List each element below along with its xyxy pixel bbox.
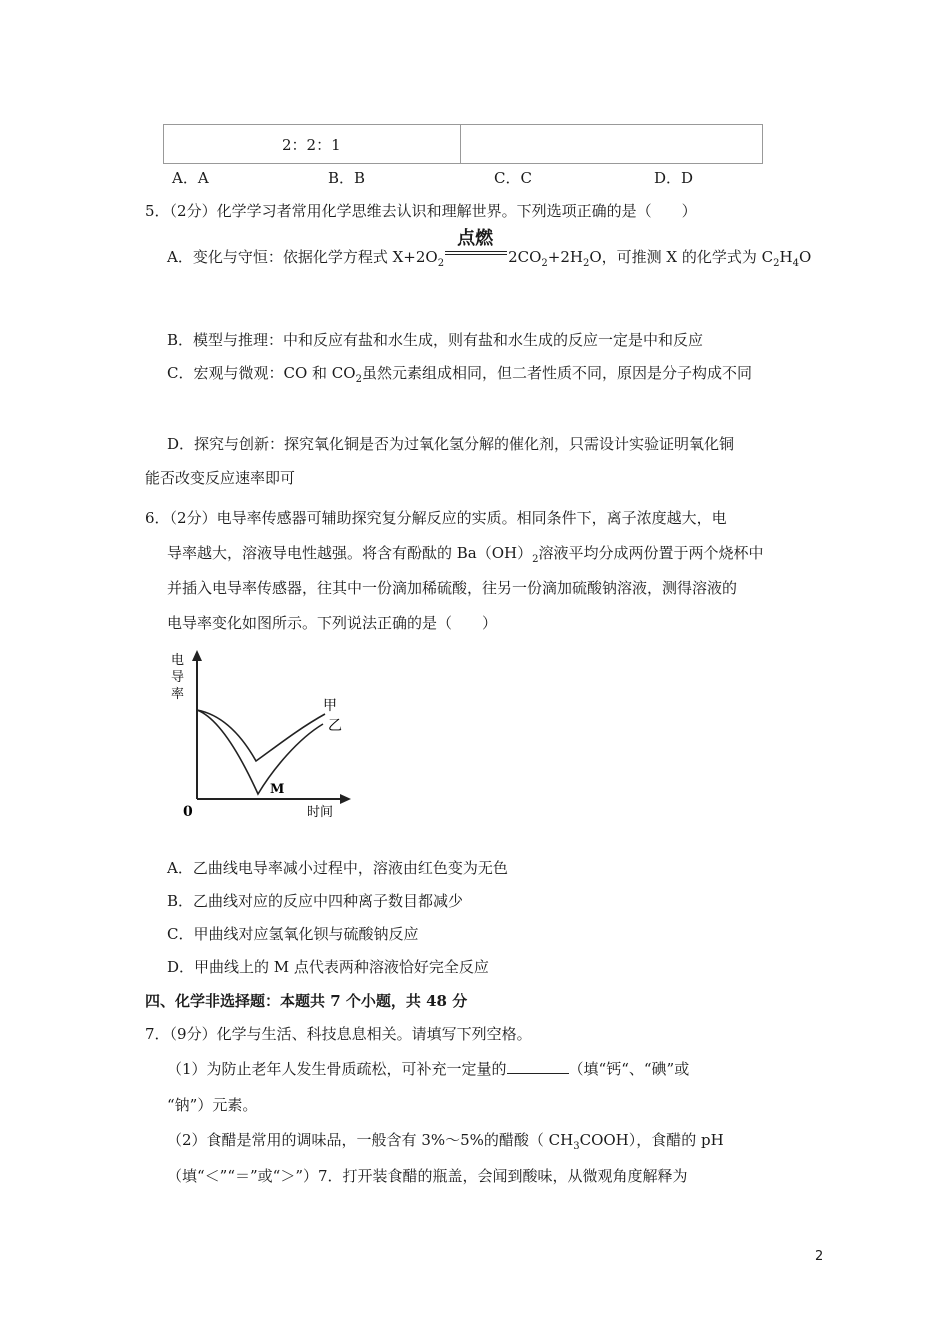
y-label-char-1: 电 (171, 653, 185, 668)
q4-option-b: B．B (328, 169, 366, 187)
curve-yi-label: 乙 (328, 718, 342, 734)
q5-option-b: B．模型与推理：中和反应有盐和水生成，则有盐和水生成的反应一定是中和反应 (167, 331, 704, 349)
q6-option-c: C．甲曲线对应氢氧化钡与硫酸钠反应 (167, 925, 419, 943)
page-number: 2 (815, 1249, 824, 1264)
answer-table (163, 124, 763, 164)
q6-option-d: D．甲曲线上的 M 点代表两种溶液恰好完全反应 (167, 958, 489, 976)
conductivity-graph (163, 644, 363, 824)
x-axis-arrow (340, 794, 351, 804)
q7-part1-line2: “钠”）元素。 (167, 1096, 258, 1114)
q4-option-c: C．C (494, 169, 532, 187)
q6-option-b: B．乙曲线对应的反应中四种离子数目都减少 (167, 892, 464, 910)
q7-stem: 7．（9分）化学与生活、科技息息相关。请填写下列空格。 (145, 1025, 532, 1043)
q5-option-d-line2: 能否改变反应速率即可 (145, 469, 296, 487)
q6-stem-line3: 并插入电导率传感器，往其中一份滴加稀硫酸，往另一份滴加硫酸钠溶液，测得溶液的 (167, 579, 738, 597)
q4-option-a: A．A (172, 169, 209, 187)
table-cell-left: 2：2：1 (282, 136, 341, 154)
origin-label: 0 (183, 804, 193, 820)
y-label-char-3: 率 (171, 687, 185, 702)
q6-stem-line1: 6．（2分）电导率传感器可辅助探究复分解反应的实质。相同条件下，离子浓度越大，电 (145, 509, 727, 527)
curve-jia-label: 甲 (323, 698, 337, 714)
q5-option-a: A．变化与守恒：依据化学方程式 $X+2O_2$ 点燃 $2CO_2+2H_2O$，可推测 X 的化学式为 $C_2H_4O$ (167, 228, 812, 269)
table-divider (460, 125, 461, 163)
q7-part2-line1: （2）食醋是常用的调味品，一般含有 3%～5%的醋酸（ $CH_3COOH$），食醋的 pH (167, 1131, 724, 1152)
q5-option-d-line1: D．探究与创新：探究氧化铜是否为过氧化氢分解的催化剂，只需设计实验证明氧化铜 (167, 435, 735, 453)
q4-option-d: D．D (654, 169, 694, 187)
point-m-label: M (270, 782, 285, 797)
q7-part2-line2: （填“＜”“＝”或“＞”）7．打开装食醋的瓶盖，会闻到酸味，从微观角度解释为 (167, 1167, 688, 1185)
answer-blank[interactable] (507, 1059, 569, 1074)
x-axis-label: 时间 (307, 805, 334, 820)
q5-stem: 5．（2分）化学学习者常用化学思维去认识和理解世界。下列选项正确的是（ ） (145, 202, 697, 220)
q5-option-c: C．宏观与微观：CO 和 $CO_2$虽然元素组成相同，但二者性质不同，原因是分子构成不同 (167, 364, 752, 385)
ignition-condition-sign: 点燃 (445, 246, 507, 262)
q6-option-a: A．乙曲线电导率减小过程中，溶液由红色变为无色 (167, 859, 508, 877)
y-axis-arrow (192, 650, 202, 661)
q6-stem-line4: 电导率变化如图所示。下列说法正确的是（ ） (167, 614, 498, 632)
y-label-char-2: 导 (171, 670, 185, 685)
q6-stem-line2: 导率越大，溶液导电性越强。将含有酚酞的 $Ba(OH)_2$溶液平均分成两份置于两个烧杯中 (167, 544, 764, 565)
curve-yi (197, 710, 323, 794)
q7-part1-line1: （1）为防止老年人发生骨质疏松，可补充一定量的 （填“钙“、“碘”或 (167, 1060, 690, 1078)
section-heading: 四、化学非选择题：本题共 7 个小题，共 48 分 (145, 992, 468, 1010)
